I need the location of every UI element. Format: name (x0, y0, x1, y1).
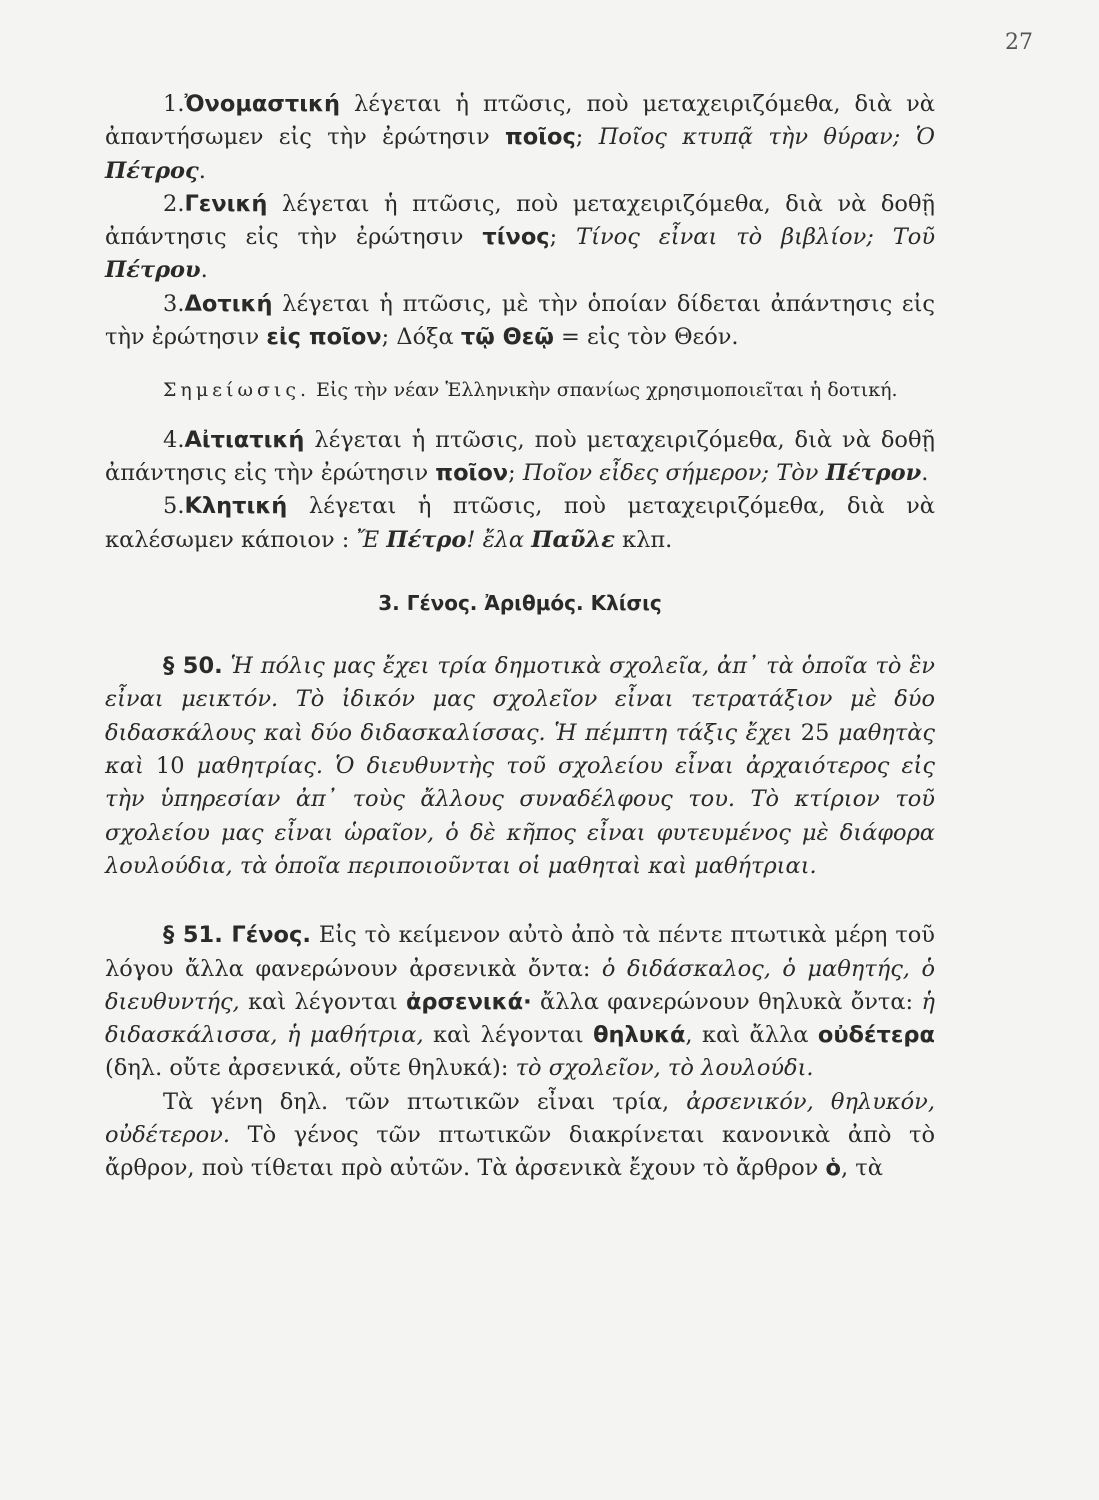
text: λέγεται ἡ πτῶσις, ποὺ μεταχειριζόμεθα, διὰ νὰ δοθῇ ἀπάντησις εἰς τὴν ἐρώτησιν (105, 190, 935, 251)
term-genitive: Γενική (184, 190, 268, 217)
term-feminine: θηλυκά (593, 1022, 686, 1049)
number: 10 (155, 753, 185, 780)
term-vocative: Κλητική (184, 493, 288, 520)
paragraph-accusative (105, 424, 935, 491)
item-number: 5. (163, 493, 185, 520)
note (105, 374, 935, 407)
question-word: εἰς ποῖον (266, 324, 382, 351)
number: 25 (800, 719, 830, 746)
example: τὸ σχολεῖον, τὸ λουλούδι. (515, 1055, 814, 1082)
text: ἄλλα φανερώνουν θηλυκὰ ὄντα: (531, 988, 922, 1015)
text: μαθητρίας. Ὁ διευθυντὴς τοῦ σχολείου εἶναι ἀρχαιότερος εἰς τὴν ὑπηρεσίαν ἀπ᾽ τοὺς ἄλλους συναδέλφους του. Τὸ κτίριον τοῦ σχολείου μας εἶναι ὡραῖον, ὁ δὲ κῆπος εἶναι φυτευμένος μὲ διάφορα λουλούδια, τὰ ὁποῖα περιποιοῦνται οἱ μαθηταὶ καὶ μαθήτριαι. (105, 753, 935, 879)
paragraph-s50 (105, 650, 935, 883)
question-word: ποῖον (435, 459, 509, 486)
text: , καὶ ἄλλα (685, 1022, 818, 1049)
example: ἡ διδασκάλισσα, ἡ μαθήτρια, (105, 988, 935, 1049)
example-name: Πέτρο (386, 526, 467, 553)
text: Τὰ γένη δηλ. τῶν πτωτικῶν εἶναι τρία, (163, 1088, 687, 1115)
text: λέγεται ἡ πτῶσις, μὲ τὴν ὁποίαν δίδεται ἀπάντησις εἰς τὴν ἐρώτησιν (105, 290, 935, 351)
item-number: 3. (163, 290, 185, 317)
text: . (198, 157, 206, 184)
page-body (105, 88, 935, 1186)
example: Ποῖος κτυπᾷ τὴν θύραν; Ὁ (598, 124, 935, 151)
term-neuter: οὐδέτερα (817, 1022, 935, 1049)
paragraph-genitive (105, 188, 935, 288)
text: ; (508, 459, 523, 486)
text: μαθητὰς καὶ (105, 719, 935, 780)
text: ; Δόξα (381, 324, 461, 351)
text: Εἰς τὸ κείμενον αὐτὸ ἀπὸ τὰ πέντε πτωτικὰ μέρη τοῦ λόγου ἄλλα φανερώνουν ἀρσενικὰ ὄντα: (105, 922, 935, 982)
term-accusative: Αἰτιατική (184, 426, 305, 453)
example-answer: τῷ Θεῷ (460, 324, 554, 351)
text: κλπ. (614, 526, 673, 553)
item-number: 2. (163, 190, 185, 217)
example: ὁ διδάσκαλος, ὁ μαθητής, ὁ διευθυντής, (105, 955, 935, 1015)
example: Τίνος εἶναι τὸ βιβλίον; Τοῦ (576, 224, 936, 251)
text: καὶ λέγονται (239, 988, 406, 1015)
text: λέγεται ἡ πτῶσις, ποὺ μεταχειριζόμεθα, διὰ νὰ δοθῇ ἀπάντησις εἰς τὴν ἐρώτησιν (105, 426, 935, 486)
text: (δηλ. οὔτε ἀρσενικά, οὔτε θηλυκά): (105, 1055, 516, 1082)
note-text: Εἰς τὴν νέαν Ἑλληνικὴν σπανίως χρησιμοποιεῖται ἡ δοτική. (310, 379, 898, 402)
paragraph-vocative (105, 490, 935, 557)
text: Τὸ γένος τῶν πτωτικῶν διακρίνεται κανονικὰ ἀπὸ τὸ ἄρθρον, ποὺ τίθεται πρὸ αὐτῶν. Τὰ ἀρσενικὰ ἔχουν τὸ ἄρθρον (105, 1122, 935, 1182)
term-nominative: Ὀνομαστική (184, 91, 340, 117)
section-label: § 51. Γένος. (163, 922, 311, 949)
text: λέγεται ἡ πτῶσις, ποὺ μεταχειριζόμεθα, διὰ νὰ καλέσωμεν κάποιον : (105, 493, 935, 553)
paragraph-s51 (105, 919, 935, 1085)
text: ; (575, 124, 599, 151)
article: ὁ (825, 1155, 841, 1182)
text: Ἡ πόλις μας ἔχει τρία δημοτικὰ σχολεῖα, ἀπ᾽ τὰ ὁποῖα τὸ ἓν εἶναι μεικτόν. Τὸ ἰδικόν μας σχολεῖον εἶναι τετρατάξιον μὲ δύο διδασκάλους καὶ δύο διδασκαλίσσας. Ἡ πέμπτη τάξις ἔχει (105, 653, 935, 746)
paragraph-dative (105, 288, 935, 355)
text: ; (549, 224, 577, 251)
paragraph-genders (105, 1086, 935, 1186)
example-answer: Πέτρον (825, 459, 922, 486)
term-dative: Δοτική (184, 290, 273, 317)
text: = εἰς τὸν Θεόν. (553, 324, 739, 351)
example: ! ἔλα (466, 526, 532, 553)
term-masculine: ἀρσενικά· (405, 988, 532, 1015)
text: , τὰ (841, 1155, 883, 1182)
example: Ἔ (356, 526, 387, 553)
text: . (921, 459, 929, 486)
item-number: 4. (163, 426, 185, 453)
example-answer: Πέτρου (105, 257, 201, 284)
page-number: 27 (1005, 30, 1033, 55)
text: λέγεται ἡ πτῶσις, ποὺ μεταχειριζόμεθα, διὰ νὰ ἀπαντήσωμεν εἰς τὴν ἐρώτησιν (105, 91, 935, 151)
note-label: Σημείωσις. (163, 379, 311, 402)
question-word: ποῖος (504, 124, 576, 151)
example-answer: Πέτρος (105, 157, 199, 184)
question-word: τίνος (482, 224, 550, 251)
text: καὶ λέγονται (423, 1022, 594, 1049)
text: . (200, 257, 208, 284)
section-label: § 50. (163, 653, 223, 680)
example: ἀρσενικόν, θηλυκόν, οὐδέτερον. (105, 1088, 935, 1149)
section-heading: 3. Γένος. Ἀριθμός. Κλίσις (378, 590, 662, 615)
example: Ποῖον εἶδες σήμερον; Τὸν (522, 459, 826, 486)
paragraph-nominative (105, 88, 935, 188)
item-number: 1. (163, 91, 185, 117)
example-name: Παῦλε (531, 526, 615, 553)
